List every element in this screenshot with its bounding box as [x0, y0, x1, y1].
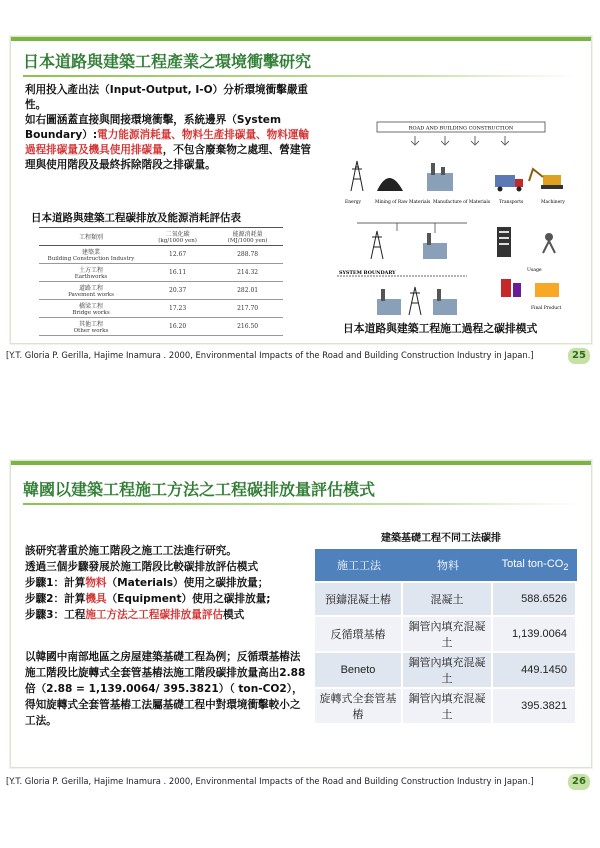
label-manufacture: Manufacture of Materials — [433, 200, 491, 205]
row-energy: 214.32 — [212, 264, 283, 282]
label-mining: Mining of Raw Materials — [375, 200, 431, 205]
row-en: Earthworks — [74, 274, 108, 280]
slide-title: 日本道路與建築工程產業之環境衝擊研究 — [23, 52, 312, 71]
row-en: Building Construction Industry — [47, 256, 135, 262]
arrow-icon — [471, 136, 479, 145]
pylon-icon — [371, 231, 383, 259]
header-co2-label: 二氧化碳 — [165, 231, 190, 238]
row-co2: 12.67 — [143, 246, 212, 264]
worker-icon — [543, 233, 555, 253]
table-row — [315, 653, 577, 687]
header-total-label: Total ton-CO — [501, 557, 564, 570]
row-method: Beneto — [315, 653, 403, 687]
row-co2: 20.37 — [143, 282, 212, 300]
title-underline — [23, 75, 579, 77]
step-line — [25, 543, 313, 559]
table-row — [39, 282, 283, 300]
step-text: 步驟3：工程 — [25, 609, 86, 621]
row-en: Other works — [73, 328, 109, 334]
row-zh: 土方工程 — [78, 267, 103, 274]
row-material: 鋼管內填充混凝土 — [403, 617, 493, 651]
korea-example-text: 以韓國中南部地區之房屋建築基礎工程為例；反循環基樁法施工階段比旋轉式全套管基樁法施工階段碳排放量高出2.88倍（2.88 = 1,139.0064/ 395.3821）（ ton-CO2），得知旋轉式全套管基樁工法屬基礎工程中對環境衝擊較小之工法。 — [25, 651, 306, 727]
boundary-text: 如右圖涵蓋直接與間接環境衝擊，系統邊界（System Boundary）: — [25, 114, 282, 141]
step-line — [25, 591, 313, 607]
citation-26: [Y.T. Gloria P. Gerilla, Hajime Inamura . 2000, Environmental Impacts of the Road and Building Construction Industry in Japan.] — [6, 776, 534, 786]
step-highlight: 機具 — [85, 593, 107, 605]
header-total-subscript: 2 — [563, 562, 569, 573]
table-header-row — [315, 549, 577, 581]
method-steps — [25, 543, 313, 623]
row-zh: 道路工程 — [78, 285, 103, 292]
header-energy — [212, 228, 283, 246]
row-total: 1,139.0064 — [493, 617, 577, 651]
excavator-icon — [529, 169, 563, 189]
row-en: Bridge works — [72, 310, 110, 316]
row-method: 旋轉式全套管基樁 — [315, 689, 403, 723]
down-arrows — [411, 136, 509, 145]
step-text-end: （Equipment）使用之碳排放量; — [106, 593, 271, 605]
row-total: 395.3821 — [493, 689, 577, 723]
intro-text — [25, 83, 319, 173]
flow-lines — [357, 223, 467, 233]
row-zh: 建築業 — [81, 249, 100, 256]
row-co2: 16.11 — [143, 264, 212, 282]
page-number-25: 25 — [568, 348, 590, 364]
page-number-26: 26 — [568, 774, 590, 790]
raw-material-pile-icon — [377, 178, 403, 191]
label-system-boundary: SYSTEM BOUNDARY — [339, 270, 396, 276]
step-highlight: 物料 — [85, 577, 107, 589]
row-co2: 17.23 — [143, 300, 212, 318]
slide-25 — [10, 36, 592, 344]
slide-title: 韓國以建築工程施工方法之工程碳排放量評估模式 — [23, 480, 376, 499]
pylon-icon — [409, 287, 421, 315]
header-energy-unit: (MJ/1000 yen) — [227, 238, 268, 244]
diagram-caption: 日本道路與建築工程施工過程之碳排模式 — [343, 322, 538, 335]
header-co2 — [143, 228, 212, 246]
table-row — [315, 689, 577, 723]
row-energy: 282.01 — [212, 282, 283, 300]
step-text: 透過三個步驟發展於施工階段比較碳排放評估模式 — [25, 561, 259, 573]
citation-25: [Y.T. Gloria P. Gerilla, Hajime Inamura . 2000, Environmental Impacts of the Road and Building Construction Industry in Japan.] — [6, 350, 534, 360]
header-energy-label: 能源消耗量 — [232, 231, 263, 238]
row-category — [39, 282, 143, 300]
table-caption: 建築基礎工程不同工法碳排 — [381, 533, 501, 544]
row-total: 588.6526 — [493, 583, 577, 615]
step-text-end: （Materials）使用之碳排放量； — [106, 577, 269, 589]
arrow-icon — [441, 136, 449, 145]
step-text: 該研究著重於施工階段之施工工法進行研究。 — [25, 545, 237, 557]
row-category — [39, 264, 143, 282]
truck-icon — [495, 175, 523, 192]
header-method: 施工工法 — [315, 549, 403, 581]
para-system-boundary — [25, 113, 319, 173]
label-usage: Usage — [527, 268, 542, 273]
row-co2: 16.20 — [143, 318, 212, 336]
boundary-text-end: ，不包含廢棄物之處理、營建管理與使用階段及最終拆除階段之排碳量。 — [25, 144, 312, 171]
step-line — [25, 575, 313, 591]
row-method: 預鑄混凝土樁 — [315, 583, 403, 615]
crane-building-icon — [497, 227, 511, 257]
label-transports: Transports — [499, 200, 524, 205]
label-energy: Energy — [345, 200, 362, 205]
step-line — [25, 559, 313, 575]
row-energy: 288.78 — [212, 246, 283, 264]
header-category: 工程類別 — [39, 228, 143, 246]
slide-26 — [10, 460, 592, 768]
pylon-icon — [351, 161, 363, 191]
construction-flow-diagram — [337, 119, 577, 331]
row-category — [39, 318, 143, 336]
row-total: 449.1450 — [493, 653, 577, 687]
row-en: Pavement works — [68, 292, 114, 298]
table-row — [39, 264, 283, 282]
row-material: 混凝土 — [403, 583, 493, 615]
row-energy: 217.70 — [212, 300, 283, 318]
factory-icon — [423, 233, 447, 259]
slide-top-bar — [11, 461, 591, 465]
table-row — [39, 318, 283, 336]
row-material: 鋼管內填充混凝土 — [403, 689, 493, 723]
title-underline — [23, 503, 579, 505]
arrow-icon — [411, 136, 419, 145]
row-method: 反循環基樁 — [315, 617, 403, 651]
diagram-header: ROAD AND BUILDING CONSTRUCTION — [408, 125, 514, 132]
row-zh: 橋梁工程 — [78, 303, 103, 310]
factory-icon — [377, 289, 401, 315]
header-material: 物料 — [403, 549, 493, 581]
label-machinery: Machinery — [541, 200, 565, 205]
label-final-product: Final Product — [531, 306, 562, 311]
step-text: 步驟1：計算 — [25, 577, 86, 589]
row-energy: 216.50 — [212, 318, 283, 336]
step-line — [25, 607, 313, 623]
row-category — [39, 246, 143, 264]
row-material: 鋼管內填充混凝土 — [403, 653, 493, 687]
table-caption: 日本道路與建築工程碳排放及能源消耗評估表 — [31, 212, 241, 224]
table-row — [39, 300, 283, 318]
table-header-row — [39, 228, 283, 246]
header-co2-unit: (kg/1000 yen) — [158, 238, 197, 244]
table-row — [315, 583, 577, 615]
slide-top-bar — [11, 37, 591, 41]
factory-icon — [433, 289, 457, 315]
table-row — [315, 617, 577, 651]
para-io-method: 利用投入產出法（Input-Output, I-O）分析環境衝擊嚴重性。 — [25, 84, 309, 111]
final-product-icon — [501, 279, 559, 297]
row-category — [39, 300, 143, 318]
step-text: 步驟2：計算 — [25, 593, 86, 605]
table-row — [39, 246, 283, 264]
factory-icon — [427, 163, 453, 191]
carbon-energy-table — [39, 227, 283, 336]
step-highlight: 施工方法之工程碳排放量評估 — [85, 609, 224, 621]
foundation-carbon-table — [315, 547, 577, 725]
row-zh: 其他工程 — [78, 321, 103, 328]
step-text-end: 模式 — [223, 609, 245, 621]
arrow-icon — [501, 136, 509, 145]
header-total — [493, 549, 577, 581]
boundary-highlight: 電力能源消耗量、物料生產排碳量、物料運輸過程排碳量及機具使用排碳量 — [25, 129, 310, 156]
